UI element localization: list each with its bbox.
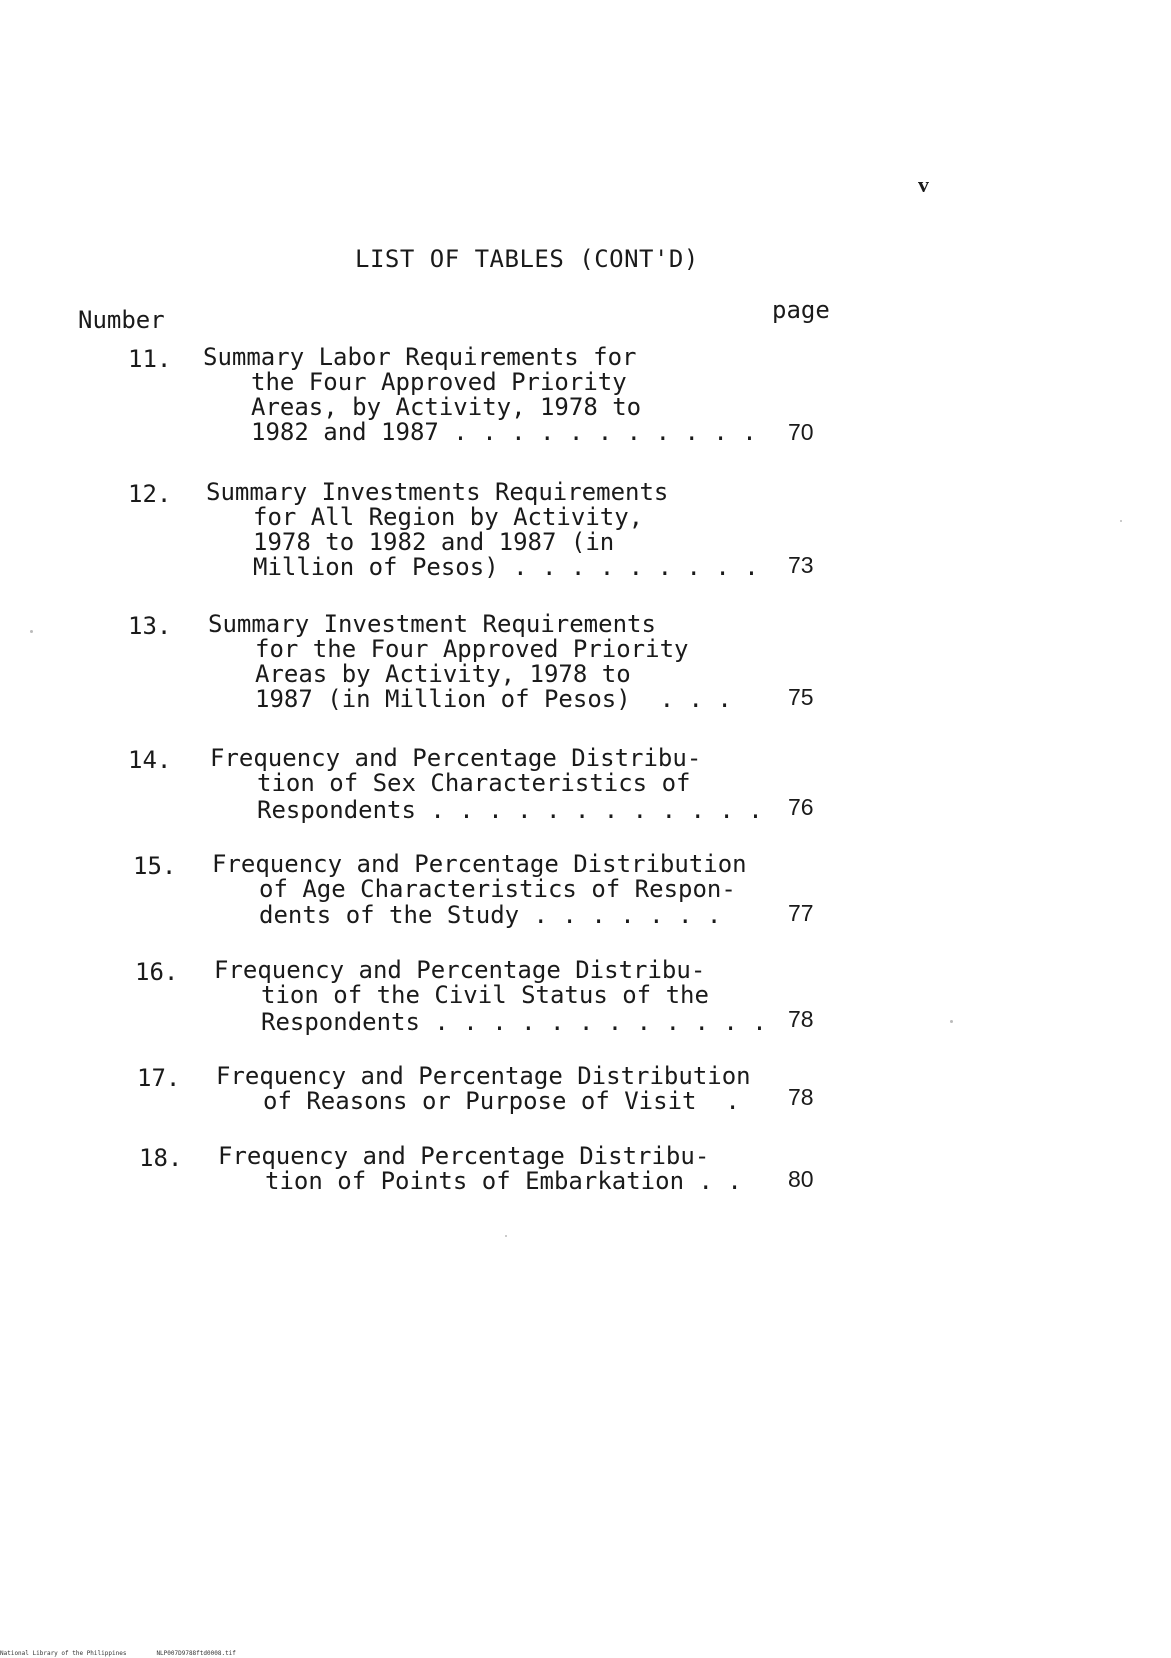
entry-page-number: 77 bbox=[788, 900, 814, 926]
page-number: v bbox=[918, 172, 929, 197]
entry-title-line: Frequency and Percentage Distribution bbox=[216, 1062, 751, 1090]
file-identifier: NLP007D9788ftd0008.tif bbox=[156, 1650, 236, 1657]
entry-number: 11. bbox=[128, 345, 172, 373]
entry-number: 14. bbox=[128, 746, 172, 774]
entry-title-line: Summary Investment Requirements bbox=[208, 610, 656, 638]
page-title: LIST OF TABLES (CONT'D) bbox=[355, 245, 699, 273]
entry-title-line: of Age Characteristics of Respon- bbox=[259, 875, 736, 903]
entry-number: 15. bbox=[133, 852, 177, 880]
entry-title-line: tion of Points of Embarkation . . bbox=[265, 1167, 742, 1195]
entry-title-line: Areas by Activity, 1978 to bbox=[255, 660, 631, 688]
entry-title-line: 1987 (in Million of Pesos) . . . bbox=[255, 685, 732, 713]
scan-footer bbox=[0, 1650, 266, 1657]
entry-title-line: Frequency and Percentage Distribu- bbox=[210, 744, 702, 772]
scan-speck bbox=[30, 630, 33, 633]
entry-page-number: 78 bbox=[788, 1084, 814, 1110]
entry-title-line: Million of Pesos) . . . . . . . . . bbox=[253, 553, 759, 581]
entry-number: 16. bbox=[135, 958, 179, 986]
library-credit: National Library of the Philippines bbox=[0, 1650, 127, 1657]
entry-page-number: 78 bbox=[788, 1006, 814, 1032]
entry-page-number: 73 bbox=[788, 552, 814, 578]
entry-title-line: of Reasons or Purpose of Visit . bbox=[263, 1087, 740, 1115]
entry-title-line: Frequency and Percentage Distribution bbox=[212, 850, 747, 878]
number-column-header: Number bbox=[78, 306, 165, 334]
entry-page-number: 70 bbox=[788, 419, 814, 445]
entry-number: 18. bbox=[139, 1144, 183, 1172]
scan-speck bbox=[950, 1020, 953, 1023]
entry-number: 17. bbox=[137, 1064, 181, 1092]
entry-title-line: Frequency and Percentage Distribu- bbox=[218, 1142, 710, 1170]
entry-page-number: 76 bbox=[788, 794, 814, 820]
entry-title-line: tion of the Civil Status of the bbox=[261, 981, 709, 1009]
entry-title-line: for the Four Approved Priority bbox=[255, 635, 689, 663]
entry-title-line: Frequency and Percentage Distribu- bbox=[214, 956, 706, 984]
entry-title-line: the Four Approved Priority bbox=[251, 368, 627, 396]
entry-number: 12. bbox=[128, 480, 172, 508]
entry-title-line: Areas, by Activity, 1978 to bbox=[251, 393, 642, 421]
entry-title-line: Respondents . . . . . . . . . . . . bbox=[261, 1008, 767, 1036]
entry-page-number: 75 bbox=[788, 684, 814, 710]
entry-title-line: for All Region by Activity, bbox=[253, 503, 644, 531]
entry-title-line: tion of Sex Characteristics of bbox=[257, 769, 691, 797]
entry-title-line: 1982 and 1987 . . . . . . . . . . . bbox=[251, 418, 757, 446]
scan-speck bbox=[505, 1235, 507, 1237]
entry-title-line: Summary Investments Requirements bbox=[206, 478, 669, 506]
entry-title-line: dents of the Study . . . . . . . bbox=[259, 901, 722, 929]
scan-speck bbox=[1120, 520, 1122, 522]
entry-title-line: Summary Labor Requirements for bbox=[203, 343, 637, 371]
entry-title-line: 1978 to 1982 and 1987 (in bbox=[253, 528, 615, 556]
entry-number: 13. bbox=[128, 612, 172, 640]
page-column-header: page bbox=[772, 296, 830, 324]
entry-title-line: Respondents . . . . . . . . . . . . bbox=[257, 796, 763, 824]
entry-page-number: 80 bbox=[788, 1166, 814, 1192]
